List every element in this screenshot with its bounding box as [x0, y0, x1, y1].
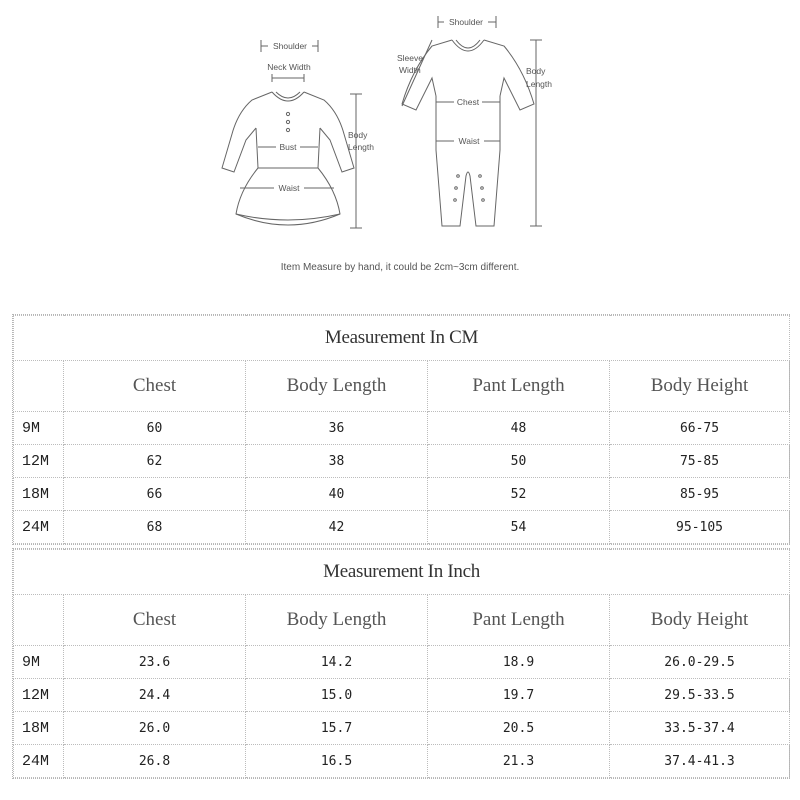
dress-bust-label: Bust: [279, 142, 297, 152]
value-cell: 26.8: [64, 745, 246, 778]
romper-sleeve-width-label-2: Width: [399, 65, 421, 75]
size-cell: 24M: [14, 511, 64, 544]
value-cell: 19.7: [428, 679, 610, 712]
value-cell: 50: [428, 445, 610, 478]
value-cell: 66-75: [610, 412, 790, 445]
value-cell: 23.6: [64, 646, 246, 679]
inch-table: [13, 549, 790, 778]
size-cell: 12M: [14, 679, 64, 712]
romper-body-length-label-1: Body: [526, 66, 546, 76]
value-cell: 21.3: [428, 745, 610, 778]
table-row: [14, 511, 790, 544]
value-cell: 42: [246, 511, 428, 544]
value-cell: 95-105: [610, 511, 790, 544]
dress-body-length-label-2: Length: [348, 142, 374, 152]
romper-shoulder-label: Shoulder: [448, 17, 484, 27]
value-cell: 85-95: [610, 478, 790, 511]
size-cell: 9M: [14, 646, 64, 679]
table-row: [14, 646, 790, 679]
romper-chest-label: Chest: [456, 97, 480, 107]
cm-size-table: [12, 314, 790, 545]
dress-waist-label: Waist: [278, 183, 300, 193]
value-cell: 37.4-41.3: [610, 745, 790, 778]
measurement-note: Item Measure by hand, it could be 2cm~3cm different.: [280, 262, 520, 273]
column-header-body-height: Body Height: [610, 361, 790, 412]
value-cell: 29.5-33.5: [610, 679, 790, 712]
corner-cell: [14, 595, 64, 646]
value-cell: 75-85: [610, 445, 790, 478]
value-cell: 48: [428, 412, 610, 445]
garment-diagram: [0, 0, 800, 300]
value-cell: 18.9: [428, 646, 610, 679]
value-cell: 26.0: [64, 712, 246, 745]
value-cell: 38: [246, 445, 428, 478]
value-cell: 15.7: [246, 712, 428, 745]
table-row: [14, 412, 790, 445]
value-cell: 20.5: [428, 712, 610, 745]
value-cell: 15.0: [246, 679, 428, 712]
size-cell: 18M: [14, 712, 64, 745]
column-header-pant-length: Pant Length: [428, 361, 610, 412]
dress-shoulder-label: Shoulder: [272, 41, 308, 51]
value-cell: 54: [428, 511, 610, 544]
value-cell: 24.4: [64, 679, 246, 712]
value-cell: 66: [64, 478, 246, 511]
romper-outline: [402, 40, 534, 226]
column-header-body-height: Body Height: [610, 595, 790, 646]
size-cell: 12M: [14, 445, 64, 478]
column-header-pant-length: Pant Length: [428, 595, 610, 646]
value-cell: 60: [64, 412, 246, 445]
romper-sleeve-width-label-1: Sleeve: [397, 53, 423, 63]
value-cell: 33.5-37.4: [610, 712, 790, 745]
value-cell: 16.5: [246, 745, 428, 778]
inch-size-table: [12, 548, 790, 779]
column-header-chest: Chest: [64, 595, 246, 646]
value-cell: 40: [246, 478, 428, 511]
size-cell: 24M: [14, 745, 64, 778]
table-row: [14, 712, 790, 745]
value-cell: 68: [64, 511, 246, 544]
table-row: [14, 445, 790, 478]
column-header-body-length: Body Length: [246, 361, 428, 412]
table-row: [14, 478, 790, 511]
column-header-body-length: Body Length: [246, 595, 428, 646]
value-cell: 62: [64, 445, 246, 478]
column-header-chest: Chest: [64, 361, 246, 412]
table-row: [14, 745, 790, 778]
cm-table: [13, 315, 790, 544]
table-row: [14, 679, 790, 712]
table-title: Measurement In Inch: [14, 550, 790, 595]
value-cell: 14.2: [246, 646, 428, 679]
garment-diagram-svg: [0, 0, 800, 260]
value-cell: 52: [428, 478, 610, 511]
table-title: Measurement In CM: [14, 316, 790, 361]
corner-cell: [14, 361, 64, 412]
value-cell: 26.0-29.5: [610, 646, 790, 679]
romper-waist-label: Waist: [458, 136, 480, 146]
romper-body-length-label-2: Length: [526, 79, 552, 89]
size-cell: 9M: [14, 412, 64, 445]
dress-outline: [222, 92, 354, 225]
size-cell: 18M: [14, 478, 64, 511]
dress-body-length-label-1: Body: [348, 130, 368, 140]
value-cell: 36: [246, 412, 428, 445]
dress-neck-width-label: Neck Width: [267, 62, 311, 72]
